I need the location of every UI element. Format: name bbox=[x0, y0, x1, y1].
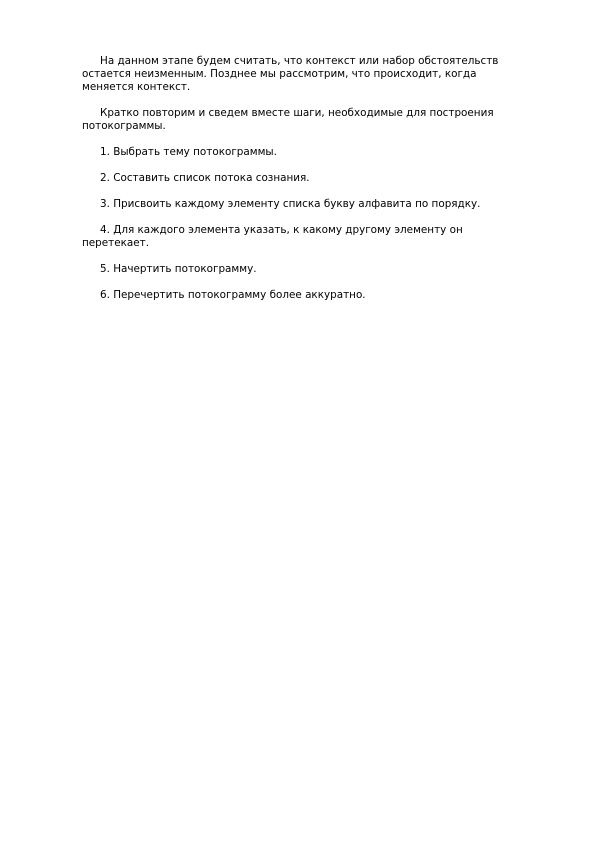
paragraph-context: На данном этапе будем считать, что контекст или набор обстоятельств остается неизменным. Позднее мы рассмотрим, что происходит, когда меняется контекст. bbox=[82, 55, 499, 93]
step-item-1: 1. Выбрать тему потокограммы. bbox=[100, 146, 277, 158]
step-item-4: 4. Для каждого элемента указать, к какому другому элементу он перетекает. bbox=[82, 224, 463, 249]
document-body bbox=[82, 55, 522, 315]
paragraph-summary: Кратко повторим и сведем вместе шаги, необходимые для построения потокограммы. bbox=[82, 107, 494, 132]
step-item-6: 6. Перечертить потокограмму более аккуратно. bbox=[100, 289, 366, 301]
step-item-2: 2. Составить список потока сознания. bbox=[100, 172, 310, 184]
step-item-3: 3. Присвоить каждому элементу списка букву алфавита по порядку. bbox=[100, 198, 481, 210]
step-item-5: 5. Начертить потокограмму. bbox=[100, 263, 257, 275]
